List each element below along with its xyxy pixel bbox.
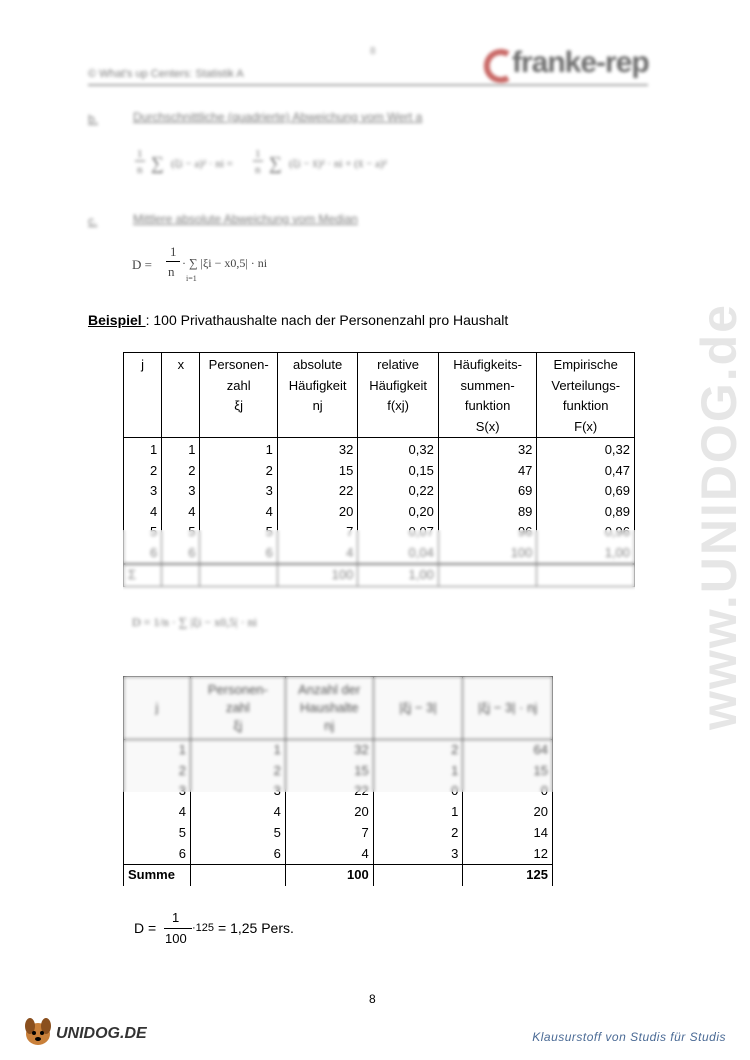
deviation-table-sum-cell: 125 bbox=[463, 865, 553, 886]
formula-d-numerator: 1 bbox=[170, 244, 177, 259]
result-lhs: D = bbox=[134, 920, 157, 936]
result-denominator: 100 bbox=[165, 931, 187, 946]
deviation-table-cell: 3 bbox=[124, 781, 191, 802]
deviation-table-cell: 0 bbox=[373, 781, 463, 802]
section-c-label: c. bbox=[88, 214, 98, 228]
formula-d-fraction-bar bbox=[166, 261, 180, 262]
blurred-region bbox=[123, 676, 553, 792]
svg-text:(ξi − a)² · ni =: (ξi − a)² · ni = bbox=[171, 158, 233, 170]
frequency-table-container bbox=[123, 352, 635, 587]
svg-text:n: n bbox=[255, 164, 261, 176]
frequency-table-row bbox=[124, 461, 635, 482]
frequency-table-header-line: S(x) bbox=[475, 418, 500, 434]
frequency-table-cell: 0,22 bbox=[358, 481, 438, 502]
deviation-table-cell: 0 bbox=[463, 781, 553, 802]
formula-d-sum-index: i=1 bbox=[186, 274, 197, 283]
deviation-table-header-line: Anzahl der bbox=[298, 682, 361, 697]
svg-text:∑: ∑ bbox=[269, 153, 282, 173]
frequency-table-header-line: f(xj) bbox=[387, 398, 409, 413]
svg-text:1: 1 bbox=[137, 148, 143, 160]
deviation-table-cell: 4 bbox=[124, 802, 191, 823]
deviation-table-sum-cell: Summe bbox=[124, 865, 191, 886]
formula-d-body: · ∑ |ξi − x0,5| · ni bbox=[182, 256, 268, 270]
frequency-table-cell: 32 bbox=[277, 438, 357, 461]
deviation-table-sum-row bbox=[124, 865, 553, 886]
frequency-table-header-cell bbox=[200, 353, 277, 438]
frequency-table-header-line: Personen- bbox=[208, 357, 269, 372]
deviation-table-cell: 12 bbox=[463, 844, 553, 865]
section-b-heading bbox=[88, 110, 648, 128]
deviation-table-cell: 5 bbox=[190, 823, 285, 844]
deviation-table-header-line: |ξj − 3| bbox=[399, 700, 437, 715]
frequency-table-cell: 0,32 bbox=[358, 438, 438, 461]
frequency-table-cell: 4 bbox=[200, 502, 277, 523]
frequency-table-header-cell bbox=[162, 353, 200, 438]
frequency-table-cell: 3 bbox=[162, 481, 200, 502]
frequency-table-cell: 1 bbox=[124, 438, 162, 461]
deviation-table-cell: 64 bbox=[463, 740, 553, 761]
section-c-title: Mittlere absolute Abweichung vom Median bbox=[133, 212, 358, 226]
formula-squared-deviation-graphic bbox=[135, 145, 435, 185]
unidog-logo-text: UNIDOG.DE bbox=[56, 1025, 147, 1042]
result-numerator: 1 bbox=[172, 910, 180, 925]
frequency-table-cell: 2 bbox=[124, 461, 162, 482]
frequency-table-cell: 0,32 bbox=[537, 438, 635, 461]
frequency-table-row bbox=[124, 502, 635, 523]
frequency-table-header-line: x bbox=[177, 357, 185, 372]
formula-d-lhs: D = bbox=[132, 257, 152, 272]
document-header-title: © What's up Centers: Statistik A bbox=[88, 68, 244, 80]
frequency-table-cell: 0,20 bbox=[358, 502, 438, 523]
deviation-table-header-line: Personen- bbox=[207, 682, 268, 697]
frequency-table-header-line: summen- bbox=[460, 377, 515, 393]
franke-rep-logo-text: franke-rep bbox=[512, 46, 649, 79]
deviation-table-cell: 2 bbox=[190, 761, 285, 782]
frequency-table-header-line: funktion bbox=[464, 398, 511, 413]
deviation-table-cell: 2 bbox=[124, 761, 191, 782]
frequency-table-header-cell bbox=[124, 353, 162, 438]
frequency-table-cell: 20 bbox=[277, 502, 357, 523]
frequency-table-header-line: funktion bbox=[562, 398, 609, 413]
frequency-table-cell: 1 bbox=[200, 438, 277, 461]
watermark-text: www.UNIDOG.de bbox=[691, 303, 747, 730]
frequency-table-cell: 4 bbox=[124, 502, 162, 523]
frequency-table-cell: 3 bbox=[200, 481, 277, 502]
deviation-table-cell: 15 bbox=[463, 761, 553, 782]
frequency-table-header-cell bbox=[277, 353, 357, 438]
deviation-table-cell: 1 bbox=[124, 740, 191, 761]
formula-median-deviation bbox=[132, 244, 332, 294]
frequency-table-header-line: Empirische bbox=[553, 357, 618, 372]
deviation-table-sum-cell: 100 bbox=[285, 865, 373, 886]
top-mark: 8 bbox=[370, 46, 376, 57]
frequency-table-cell: 2 bbox=[162, 461, 200, 482]
svg-text:∑: ∑ bbox=[151, 153, 164, 173]
frequency-table-cell: 1 bbox=[162, 438, 200, 461]
frequency-table-header-cell bbox=[537, 353, 635, 438]
frequency-table-cell: 0,15 bbox=[358, 461, 438, 482]
deviation-table-row bbox=[124, 823, 553, 844]
svg-text:1: 1 bbox=[255, 148, 261, 160]
section-b-label: b. bbox=[88, 112, 99, 126]
deviation-table-cell: 4 bbox=[190, 802, 285, 823]
deviation-table-cell: 22 bbox=[285, 781, 373, 802]
dog-mascot-icon bbox=[22, 1016, 58, 1048]
frequency-table-cell: 89 bbox=[438, 502, 537, 523]
frequency-table-cell: 22 bbox=[277, 481, 357, 502]
frequency-table-cell: 4 bbox=[162, 502, 200, 523]
deviation-table-cell: 2 bbox=[373, 823, 463, 844]
frequency-table-cell: 47 bbox=[438, 461, 537, 482]
frequency-table-header-line: zahl bbox=[226, 377, 251, 393]
deviation-table-header-line: nj bbox=[324, 718, 335, 733]
deviation-table-row bbox=[124, 844, 553, 865]
page-number: 8 bbox=[369, 992, 376, 1006]
result-rhs: = 1,25 Pers. bbox=[218, 920, 294, 936]
frequency-table-cell: 0,69 bbox=[537, 481, 635, 502]
frequency-table-cell: 3 bbox=[124, 481, 162, 502]
formula-squared-deviation bbox=[135, 145, 435, 185]
deviation-table-cell: 32 bbox=[285, 740, 373, 761]
svg-text:(ξi − x̄)² · ni + (x̄ − a)²: (ξi − x̄)² · ni + (x̄ − a)² bbox=[289, 158, 387, 170]
frequency-table-header-line: nj bbox=[312, 398, 323, 413]
frequency-table-cell: 0,89 bbox=[537, 502, 635, 523]
frequency-table-header-line: ξj bbox=[234, 398, 244, 413]
section-c-heading bbox=[88, 212, 648, 230]
deviation-table-container bbox=[123, 676, 553, 886]
result-fraction-bar bbox=[164, 928, 192, 929]
deviation-table-header-line: zahl bbox=[225, 700, 250, 715]
example-intro bbox=[88, 312, 508, 328]
deviation-table-row bbox=[124, 802, 553, 823]
deviation-table-cell: 7 bbox=[285, 823, 373, 844]
formula-median-deviation-repeat: D = 1/n · ∑ |ξi − x0,5| · ni bbox=[132, 615, 257, 629]
frequency-table-header-line: Häufigkeit bbox=[288, 377, 347, 393]
deviation-table-sum-cell bbox=[190, 865, 285, 886]
frequency-table-cell: 15 bbox=[277, 461, 357, 482]
frequency-table-cell: 69 bbox=[438, 481, 537, 502]
example-label: Beispiel bbox=[88, 312, 146, 328]
section-b-title: Durchschnittliche (quadrierte) Abweichung vom Wert a bbox=[133, 110, 423, 124]
frequency-table-header-line: F(x) bbox=[574, 418, 598, 434]
deviation-table-sum-cell bbox=[373, 865, 463, 886]
deviation-table-cell: 20 bbox=[285, 802, 373, 823]
deviation-table-cell: 14 bbox=[463, 823, 553, 844]
blurred-region bbox=[123, 530, 635, 594]
frequency-table-header-line: Häufigkeits- bbox=[453, 357, 522, 372]
deviation-table-cell: 6 bbox=[190, 844, 285, 865]
frequency-table-cell: 2 bbox=[200, 461, 277, 482]
frequency-table-cell: 0,47 bbox=[537, 461, 635, 482]
frequency-table-row bbox=[124, 481, 635, 502]
frequency-table-cell: 32 bbox=[438, 438, 537, 461]
deviation-table-cell: 1 bbox=[190, 740, 285, 761]
deviation-table-cell: 4 bbox=[285, 844, 373, 865]
svg-text:n: n bbox=[137, 164, 143, 176]
deviation-table-cell: 1 bbox=[373, 761, 463, 782]
deviation-table-header-line: |ξj − 3| · nj bbox=[478, 700, 538, 715]
result-formula bbox=[134, 910, 394, 950]
deviation-table-cell: 5 bbox=[124, 823, 191, 844]
franke-rep-logo bbox=[478, 42, 658, 86]
frequency-table-row bbox=[124, 438, 635, 461]
deviation-table-cell: 3 bbox=[190, 781, 285, 802]
deviation-table-header-line: ξj bbox=[233, 718, 243, 733]
deviation-table-cell: 1 bbox=[373, 802, 463, 823]
deviation-table-header-line: j bbox=[155, 700, 159, 715]
deviation-table-cell: 6 bbox=[124, 844, 191, 865]
footer-slogan: Klausurstoff von Studis für Studis bbox=[532, 1030, 726, 1044]
unidog-watermark bbox=[672, 280, 747, 740]
frequency-table-header-cell bbox=[358, 353, 438, 438]
unidog-logo bbox=[22, 1016, 152, 1048]
deviation-table-cell: 15 bbox=[285, 761, 373, 782]
deviation-table-cell: 3 bbox=[373, 844, 463, 865]
frequency-table-header-line: j bbox=[141, 357, 145, 372]
frequency-table-header-line: Häufigkeit bbox=[369, 377, 427, 393]
deviation-table-header-line: Haushalte bbox=[299, 700, 359, 715]
frequency-table-header-line: absolute bbox=[293, 357, 343, 372]
deviation-table-cell: 20 bbox=[463, 802, 553, 823]
frequency-table-header bbox=[124, 353, 635, 438]
frequency-table-header-line: Verteilungs- bbox=[551, 377, 621, 393]
formula-d-denominator: n bbox=[168, 264, 175, 279]
frequency-table-header-line: relative bbox=[377, 357, 420, 372]
deviation-table-cell: 2 bbox=[373, 740, 463, 761]
result-factor: ·125 bbox=[192, 922, 215, 934]
frequency-table-header-cell bbox=[438, 353, 537, 438]
example-text: : 100 Privathaushalte nach der Personenzahl pro Haushalt bbox=[145, 312, 509, 328]
